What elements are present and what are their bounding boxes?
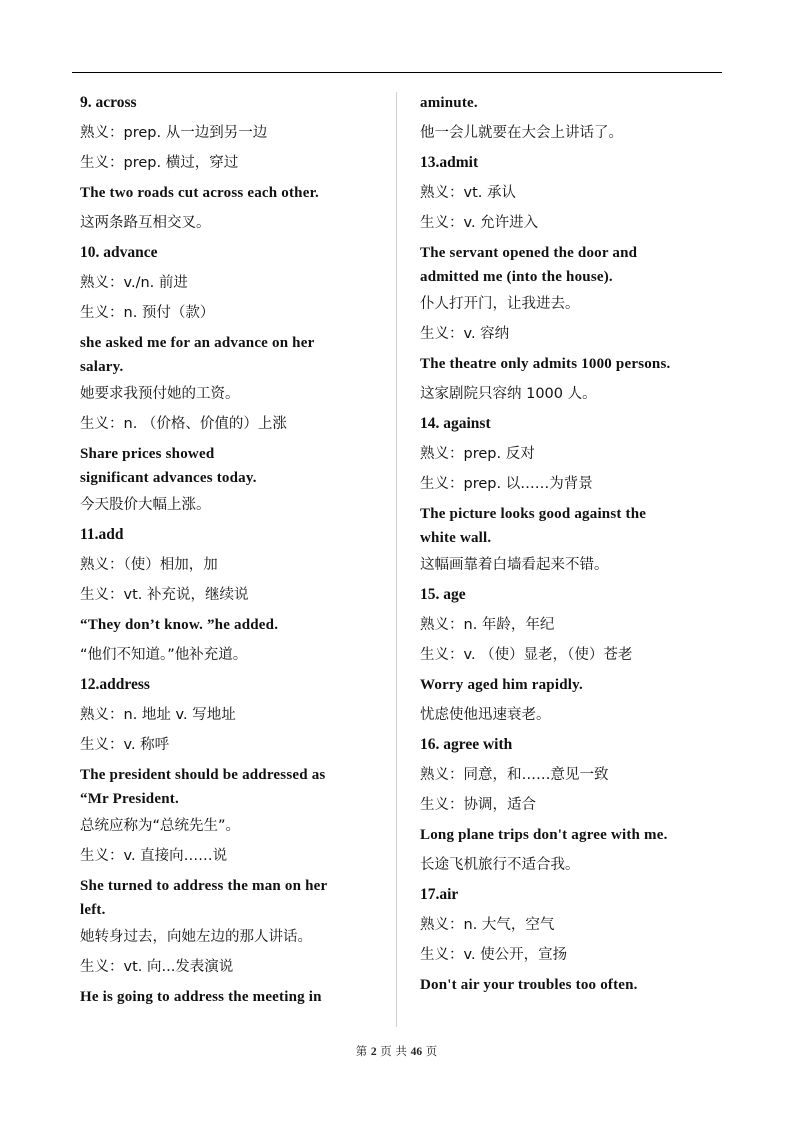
- example-sentence: The president should be addressed as: [80, 767, 326, 783]
- definition-line: 熟义：同意，和……意见一致: [420, 767, 609, 783]
- example-sentence: He is going to address the meeting in: [80, 989, 322, 1005]
- definition-line: 总统应称为“总统先生”。: [80, 818, 241, 834]
- example-sentence: “Mr President.: [80, 791, 179, 807]
- example-sentence: significant advances today.: [80, 470, 257, 486]
- definition-line: 熟义：vt. 承认: [420, 185, 516, 201]
- definition-line: 生义：prep. 横过，穿过: [80, 155, 239, 171]
- example-sentence: The servant opened the door and: [420, 245, 638, 261]
- example-sentence: “They don’t know. ”he added.: [80, 617, 279, 633]
- definition-line: 生义：v. （使）显老，（使）苍老: [420, 647, 633, 663]
- entry-heading: 12.address: [80, 676, 150, 693]
- definition-line: 生义：协调，适合: [420, 797, 536, 813]
- definition-line: 熟义：n. 年龄，年纪: [420, 617, 555, 633]
- definition-line: 生义：vt. 补充说，继续说: [80, 587, 249, 603]
- definition-line: 忧虑使他迅速衰老。: [420, 707, 551, 723]
- example-sentence: Share prices showed: [80, 446, 215, 462]
- example-sentence: she asked me for an advance on her: [80, 335, 315, 351]
- column-divider: [396, 92, 397, 1027]
- example-sentence: Long plane trips don't agree with me.: [420, 827, 668, 843]
- example-sentence: The two roads cut across each other.: [80, 185, 319, 201]
- entry-heading: 10. advance: [80, 244, 158, 261]
- definition-line: 熟义：n. 地址 v. 写地址: [80, 707, 236, 723]
- definition-line: 今天股价大幅上涨。: [80, 497, 211, 513]
- definition-line: 生义：n. 预付（款）: [80, 305, 215, 321]
- definition-line: 生义：v. 称呼: [80, 737, 170, 753]
- entry-heading: 13.admit: [420, 154, 479, 171]
- definition-line: 这幅画靠着白墙看起来不错。: [420, 557, 609, 573]
- entry-heading: 15. age: [420, 586, 466, 603]
- definition-line: 熟义：prep. 反对: [420, 446, 535, 462]
- definition-line: 她转身过去，向她左边的那人讲话。: [80, 929, 312, 945]
- footer-page-number: 2: [370, 1046, 377, 1058]
- footer-prefix: 第: [355, 1044, 368, 1058]
- definition-line: 生义：prep. 以……为背景: [420, 476, 593, 492]
- definition-line: 熟义：prep. 从一边到另一边: [80, 125, 268, 141]
- definition-line: 生义：v. 使公开，宣扬: [420, 947, 568, 963]
- definition-line: 生义：vt. 向...发表演说: [80, 959, 234, 975]
- entry-heading: 17.air: [420, 886, 459, 903]
- definition-line: 生义：n. （价格、价值的）上涨: [80, 416, 287, 432]
- definition-line: 仆人打开门，让我进去。: [420, 296, 580, 312]
- definition-line: 熟义：（使）相加，加: [80, 557, 218, 573]
- definition-line: 长途飞机旅行不适合我。: [420, 857, 580, 873]
- header-rule: [72, 72, 722, 73]
- entry-heading: 14. against: [420, 415, 491, 432]
- definition-line: “他们不知道。”他补充道。: [80, 647, 248, 663]
- right-column: [420, 88, 702, 1000]
- definition-line: 这家剧院只容纳 1000 人。: [420, 386, 597, 402]
- example-sentence: salary.: [80, 359, 124, 375]
- example-sentence: The picture looks good against the: [420, 506, 647, 522]
- example-sentence: admitted me (into the house).: [420, 269, 613, 285]
- definition-line: 生义：v. 容纳: [420, 326, 510, 342]
- left-column: [80, 88, 362, 1012]
- example-sentence: white wall.: [420, 530, 492, 546]
- example-sentence: Don't air your troubles too often.: [420, 977, 638, 993]
- example-sentence: The theatre only admits 1000 persons.: [420, 356, 671, 372]
- entry-heading: 16. agree with: [420, 736, 513, 753]
- footer-total-pages: 46: [410, 1046, 423, 1058]
- example-sentence: She turned to address the man on her: [80, 878, 328, 894]
- page-footer: [0, 1043, 793, 1059]
- definition-line: 熟义：v./n. 前进: [80, 275, 188, 291]
- definition-line: 这两条路互相交叉。: [80, 215, 211, 231]
- example-sentence: Worry aged him rapidly.: [420, 677, 583, 693]
- example-sentence: left.: [80, 902, 106, 918]
- definition-line: 她要求我预付她的工资。: [80, 386, 240, 402]
- definition-line: 生义：v. 允许进入: [420, 215, 539, 231]
- definition-line: 他一会儿就要在大会上讲话了。: [420, 125, 623, 141]
- entry-heading: 9. across: [80, 94, 137, 111]
- definition-line: 生义：v. 直接向……说: [80, 848, 228, 864]
- definition-line: 熟义：n. 大气，空气: [420, 917, 555, 933]
- entry-heading: 11.add: [80, 526, 124, 543]
- example-sentence: aminute.: [420, 95, 478, 111]
- footer-middle: 页 共: [380, 1044, 407, 1058]
- footer-suffix: 页: [425, 1044, 438, 1058]
